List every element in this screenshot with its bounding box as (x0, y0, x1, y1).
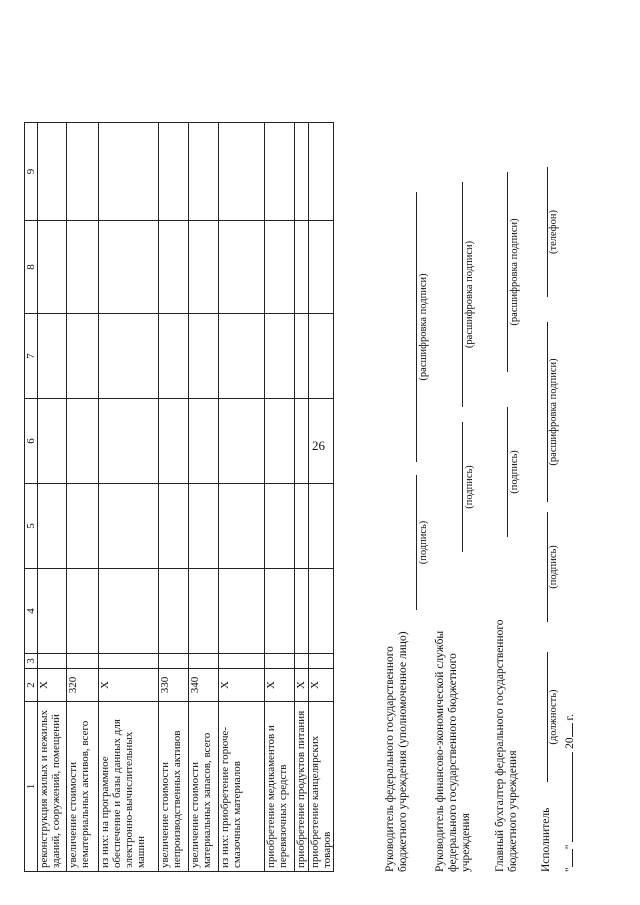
table-row (67, 123, 99, 872)
col-header: 1 (25, 702, 38, 872)
row-code: 340 (189, 669, 219, 702)
row-code: X (38, 669, 67, 702)
col-header: 8 (25, 221, 38, 314)
signature-title-fin-head: Руководитель финансово-экономической службы федерального государственного бюджетного учреждения (434, 630, 472, 872)
col-header: 4 (25, 569, 38, 654)
date-line (564, 612, 577, 872)
table-row (219, 123, 265, 872)
col-header: 7 (25, 314, 38, 399)
col-header: 2 (25, 669, 38, 702)
row-code: X (295, 669, 309, 702)
col-header: 6 (25, 399, 38, 484)
caption-decode: (расшифровка подписи) (464, 240, 475, 349)
table-row (38, 123, 67, 872)
signature-line (507, 407, 508, 537)
col-header: 3 (25, 654, 38, 669)
caption-decode: (расшифровка подписи) (509, 218, 520, 326)
date-year-prefix: 20 (564, 737, 576, 749)
signature-decode-line (507, 172, 508, 372)
row-name: приобретение медикаментов и перевязочных средств (265, 702, 295, 872)
caption-signature: (подпись) (548, 545, 559, 589)
table-row (309, 123, 334, 872)
caption-position: (должность) (548, 689, 559, 745)
row-name: из них: на программное обеспечение и базы данных для электронно-вычислительных машин (99, 702, 159, 872)
signature-decode-line (462, 182, 463, 407)
table-row (265, 123, 295, 872)
caption-signature: (подпись) (464, 465, 475, 509)
row-name: увеличение стоимости материальных запасов, всего (189, 702, 219, 872)
row-code: X (99, 669, 159, 702)
row-code: 320 (67, 669, 99, 702)
row-name: реконструкция жилых и нежилых зданий, сооружений, помещений (38, 702, 67, 872)
caption-signature: (подпись) (418, 520, 429, 565)
date-year-suffix: г. (564, 714, 576, 721)
row-name: из них: приобретение горюче-смазочных материалов (219, 702, 265, 872)
table-header-row (25, 123, 38, 872)
row-name: приобретение канцелярских товаров (309, 702, 334, 872)
row-code: 330 (159, 669, 189, 702)
row-code: X (219, 669, 265, 702)
table-row (99, 123, 159, 872)
row-code: X (309, 669, 334, 702)
caption-decode: (расшифровка подписи) (548, 358, 559, 466)
row-name: увеличение стоимости нематериальных активов, всего (67, 702, 99, 872)
signature-title-chief-accountant: Главный бухгалтер федерального государственного бюджетного учреждения (494, 619, 519, 872)
signature-line (462, 422, 463, 552)
table-row (159, 123, 189, 872)
date-quote-open: " (564, 867, 576, 872)
col-header: 5 (25, 484, 38, 569)
signature-title-head: Руководитель федерального государственного бюджетного учреждения (уполномоченное лицо) (384, 631, 409, 872)
signature-line (416, 475, 417, 610)
table-row (295, 123, 309, 872)
caption-phone: (телефон) (548, 210, 559, 254)
caption-decode: (расшифровка подписи) (418, 273, 429, 381)
row-name: увеличение стоимости непроизводственных активов (159, 702, 189, 872)
caption-signature: (подпись) (509, 450, 520, 494)
report-table (24, 122, 334, 872)
date-quote-close: " (564, 844, 576, 850)
signature-decode-line (416, 192, 417, 462)
page-number: 26 (312, 438, 325, 453)
table-row (189, 123, 219, 872)
rotated-page-content (24, 32, 584, 872)
row-name: приобретение продуктов питания (295, 702, 309, 872)
row-code: X (265, 669, 295, 702)
signature-title-executor: Исполнитель (540, 807, 552, 872)
col-header: 9 (25, 123, 38, 221)
